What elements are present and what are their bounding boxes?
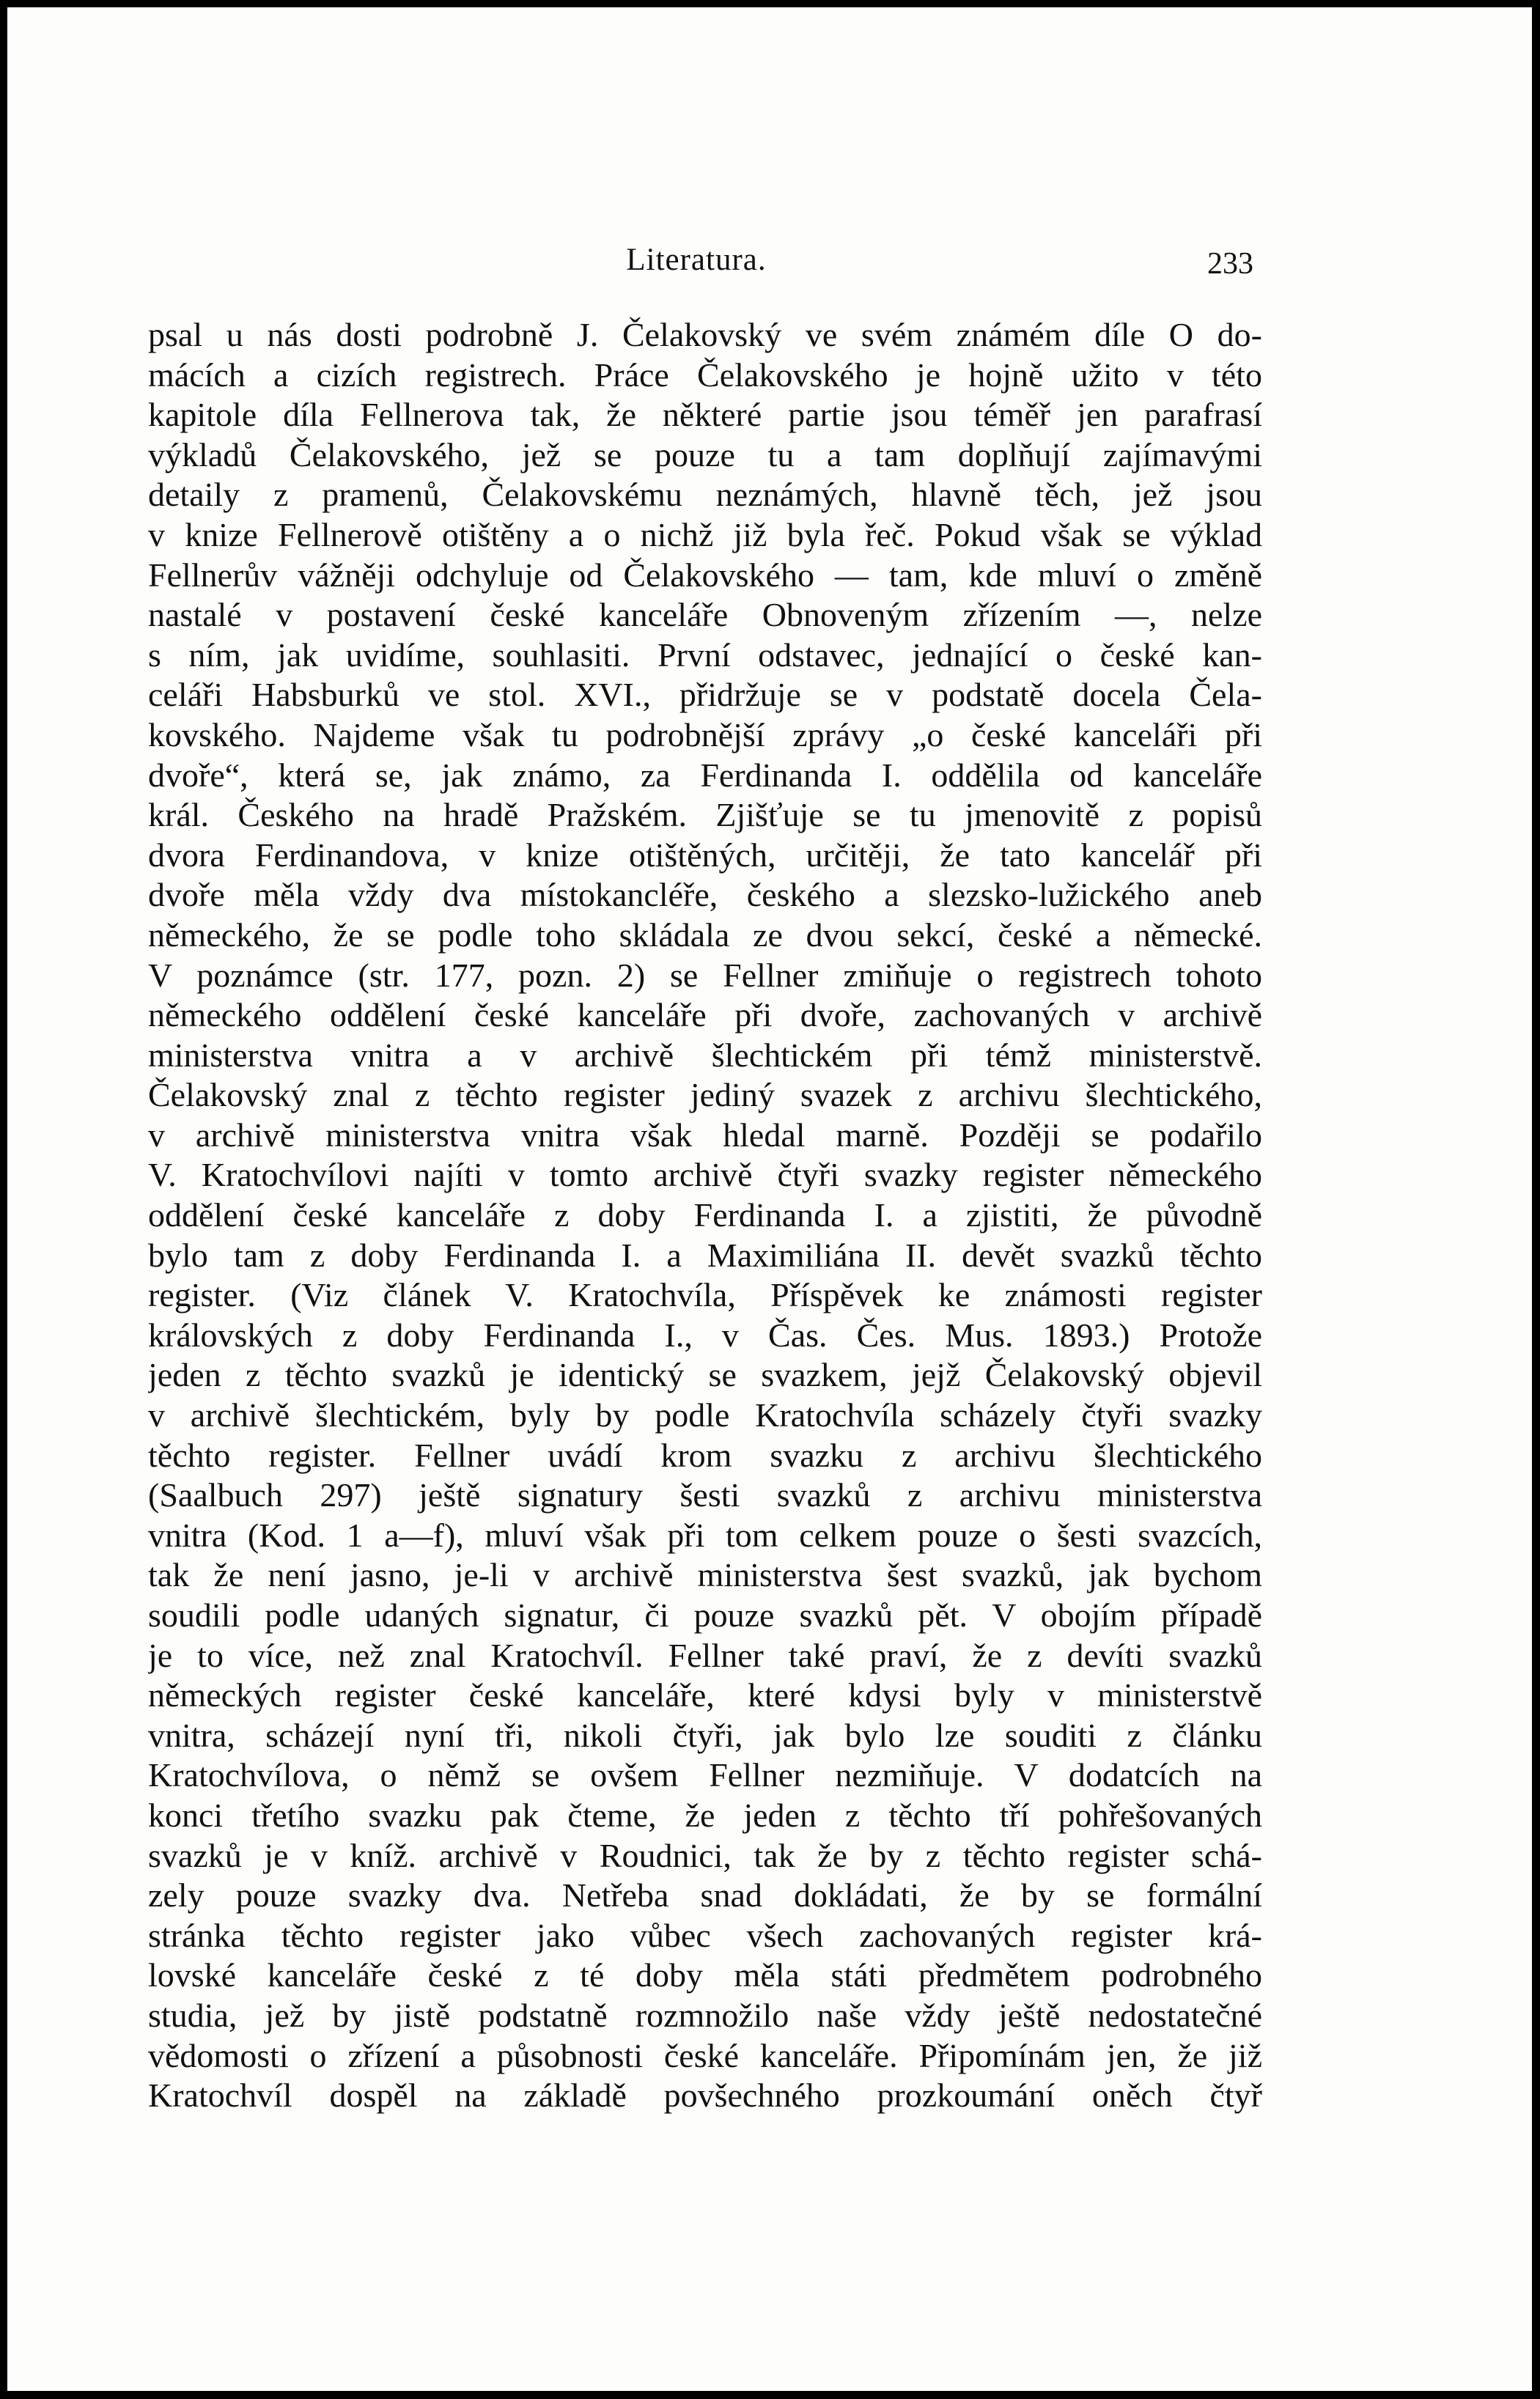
text-line: konci třetího svazku pak čteme, že jeden z těchto tří pohřešovaných (148, 1796, 1262, 1834)
text-line: Kratochvíl dospěl na základě povšechného prozkoumání oněch čtyř (148, 2076, 1262, 2115)
text-line: Fellnerův vážněji odchyluje od Čelakovského — tam, kde mluví o změně (148, 556, 1262, 594)
text-line: vědomosti o zřízení a působnosti české kanceláře. Připomínám jen, že již (148, 2036, 1262, 2074)
text-line: v archivě šlechtickém, byly by podle Kratochvíla scházely čtyři svazky (148, 1396, 1262, 1434)
text-line: Čelakovský znal z těchto register jediný svazek z archivu šlechtického, (148, 1076, 1262, 1114)
text-line: Kratochvílova, o němž se ovšem Fellner nezmiňuje. V dodatcích na (148, 1756, 1262, 1794)
text-line: kovského. Najdeme však tu podrobnější zprávy „o české kanceláři při (148, 715, 1262, 753)
text-line: s ním, jak uvidíme, souhlasiti. První odstavec, jednající o české kan- (148, 635, 1262, 674)
text-line: detaily z pramenů, Čelakovskému neznámých, hlavně těch, jež jsou (148, 476, 1262, 514)
page-number: 233 (1207, 247, 1253, 281)
text-line: V. Kratochvílovi najíti v tomto archivě čtyři svazky register německého (148, 1156, 1262, 1194)
text-line: král. Českého na hradě Pražském. Zjišťuje se tu jmenovitě z popisů (148, 796, 1262, 834)
text-line: oddělení české kanceláře z doby Ferdinanda I. a zjistiti, že původně (148, 1196, 1262, 1234)
text-line: soudili podle udaných signatur, či pouze svazků pět. V obojím případě (148, 1596, 1262, 1634)
text-line: německých register české kanceláře, které kdysi byly v ministerstvě (148, 1676, 1262, 1714)
scanned-page (7, 7, 1532, 2391)
text-line: nastalé v postavení české kanceláře Obnoveným zřízením —, nelze (148, 596, 1262, 634)
text-line: studia, jež by jistě podstatně rozmnožilo naše vždy ještě nedostatečné (148, 1996, 1262, 2034)
text-line: německého, že se podle toho skládala ze dvou sekcí, české a německé. (148, 915, 1262, 954)
text-line: královských z doby Ferdinanda I., v Čas. Čes. Mus. 1893.) Protože (148, 1316, 1262, 1354)
text-line: lovské kanceláře české z té doby měla státi předmětem podrobného (148, 1956, 1262, 1994)
text-line: V poznámce (str. 177, pozn. 2) se Fellner zmiňuje o registrech tohoto (148, 956, 1262, 994)
text-line: dvoře měla vždy dva místokancléře, českého a slezsko-lužického aneb (148, 876, 1262, 914)
running-header (139, 242, 1253, 286)
text-line: stránka těchto register jako vůbec všech zachovaných register krá- (148, 1916, 1262, 1954)
text-line: celáři Habsburků ve stol. XVI., přidržuje se v podstatě docela Čela- (148, 676, 1262, 714)
running-title: Literatura. (626, 243, 767, 277)
text-line: zely pouze svazky dva. Netřeba snad dokládati, že by se formální (148, 1876, 1262, 1915)
text-line: (Saalbuch 297) ještě signatury šesti svazků z archivu ministerstva (148, 1476, 1262, 1514)
text-line: výkladů Čelakovského, jež se pouze tu a tam doplňují zajímavými (148, 435, 1262, 473)
text-line: v knize Fellnerově otištěny a o nichž již byla řeč. Pokud však se výklad (148, 515, 1262, 553)
text-line: mácích a cizích registrech. Práce Čelakovského je hojně užito v této (148, 355, 1262, 394)
text-line: je to více, než znal Kratochvíl. Fellner také praví, že z devíti svazků (148, 1636, 1262, 1674)
text-line: psal u nás dosti podrobně J. Čelakovský ve svém známém díle O do- (148, 316, 1262, 353)
text-line: svazků je v kníž. archivě v Roudnici, tak že by z těchto register schá- (148, 1836, 1262, 1874)
text-line: tak že není jasno, je-li v archivě ministerstva šest svazků, jak bychom (148, 1556, 1262, 1594)
body-text (148, 315, 1262, 2116)
text-line: dvoře“, která se, jak známo, za Ferdinanda I. oddělila od kanceláře (148, 756, 1262, 794)
text-line: bylo tam z doby Ferdinanda I. a Maximiliána II. devět svazků těchto (148, 1236, 1262, 1274)
text-line: německého oddělení české kanceláře při dvoře, zachovaných v archivě (148, 996, 1262, 1034)
text-line: jeden z těchto svazků je identický se svazkem, jejž Čelakovský objevil (148, 1356, 1262, 1394)
text-line: vnitra (Kod. 1 a—f), mluví však při tom celkem pouze o šesti svazcích, (148, 1516, 1262, 1554)
text-line: vnitra, scházejí nyní tři, nikoli čtyři, jak bylo lze souditi z článku (148, 1716, 1262, 1754)
text-line: dvora Ferdinandova, v knize otištěných, určitěji, že tato kancelář při (148, 836, 1262, 874)
text-line: register. (Viz článek V. Kratochvíla, Příspěvek ke známosti register (148, 1276, 1262, 1314)
text-line: těchto register. Fellner uvádí krom svazku z archivu šlechtického (148, 1436, 1262, 1474)
text-line: kapitole díla Fellnerova tak, že některé partie jsou téměř jen parafrasí (148, 396, 1262, 434)
text-line: ministerstva vnitra a v archivě šlechtickém při témž ministerstvě. (148, 1036, 1262, 1074)
text-line: v archivě ministerstva vnitra však hledal marně. Později se podařilo (148, 1116, 1262, 1154)
